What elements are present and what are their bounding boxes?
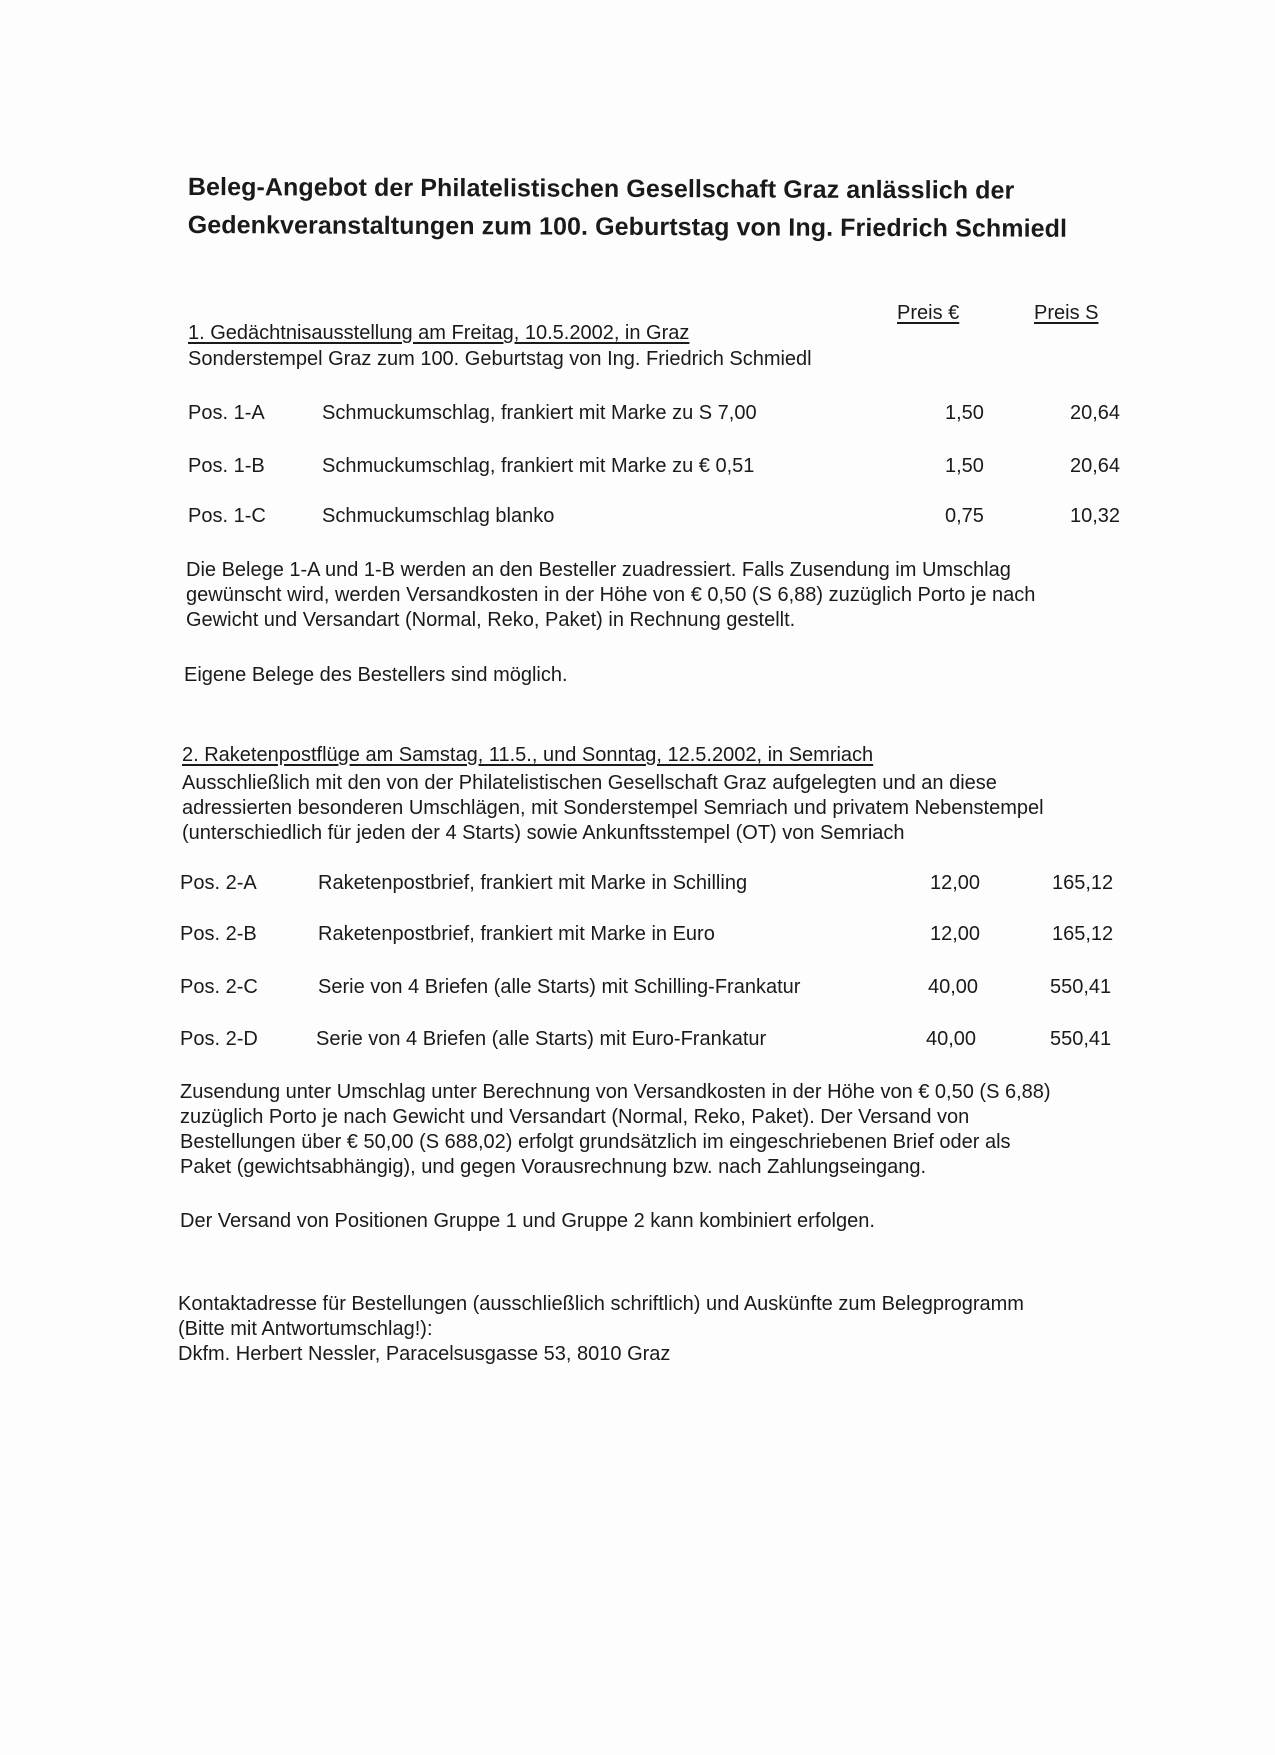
position-code: Pos. 2-D bbox=[180, 1028, 258, 1050]
contact-line: Kontaktadresse für Bestellungen (ausschließlich schriftlich) und Auskünfte zum Belegprogramm bbox=[178, 1293, 1024, 1315]
own-covers-note: Eigene Belege des Bestellers sind möglich. bbox=[184, 664, 568, 686]
price-schilling: 20,64 bbox=[1070, 455, 1121, 477]
contact-line: (Bitte mit Antwortumschlag!): bbox=[178, 1318, 433, 1340]
position-code: Pos. 2-A bbox=[180, 872, 257, 894]
table-row bbox=[0, 402, 1275, 428]
table-row bbox=[0, 1028, 1275, 1054]
price-euro: 12,00 bbox=[930, 923, 981, 945]
section-1-note bbox=[186, 558, 1035, 633]
shipping-line: Zusendung unter Umschlag unter Berechnung von Versandkosten in der Höhe von € 0,50 (S 6,88) bbox=[180, 1081, 1051, 1103]
section-1-subheading: Sonderstempel Graz zum 100. Geburtstag von Ing. Friedrich Schmiedl bbox=[188, 348, 812, 370]
position-description: Schmuckumschlag blanko bbox=[322, 505, 555, 527]
price-schilling: 550,41 bbox=[1050, 1028, 1112, 1050]
table-row bbox=[0, 976, 1275, 1002]
position-code: Pos. 1-B bbox=[188, 455, 265, 477]
note-line: Die Belege 1-A und 1-B werden an den Besteller zuadressiert. Falls Zusendung im Umschlag bbox=[186, 559, 1011, 581]
combined-shipping-note: Der Versand von Positionen Gruppe 1 und Gruppe 2 kann kombiniert erfolgen. bbox=[180, 1210, 875, 1232]
table-row bbox=[0, 923, 1275, 949]
position-code: Pos. 2-B bbox=[180, 923, 257, 945]
note-line: Gewicht und Versandart (Normal, Reko, Paket) in Rechnung gestellt. bbox=[186, 609, 796, 631]
price-euro: 0,75 bbox=[945, 505, 984, 527]
contact-address: Dkfm. Herbert Nessler, Paracelsusgasse 53, 8010 Graz bbox=[178, 1343, 671, 1365]
position-description: Raketenpostbrief, frankiert mit Marke in Euro bbox=[318, 923, 715, 945]
price-euro: 40,00 bbox=[926, 1028, 977, 1050]
shipping-note bbox=[180, 1080, 1051, 1180]
price-schilling: 165,12 bbox=[1052, 923, 1114, 945]
position-code: Pos. 2-C bbox=[180, 976, 258, 998]
price-schilling: 10,32 bbox=[1070, 505, 1121, 527]
title-line-2: Gedenkveranstaltungen zum 100. Geburtstag von Ing. Friedrich Schmiedl bbox=[187, 210, 1068, 243]
price-euro-header: Preis € bbox=[897, 302, 960, 324]
section-1-heading: 1. Gedächtnisausstellung am Freitag, 10.5.2002, in Graz bbox=[188, 322, 690, 344]
price-euro: 1,50 bbox=[945, 402, 984, 424]
table-row bbox=[0, 505, 1275, 531]
table-row bbox=[0, 455, 1275, 481]
position-description: Serie von 4 Briefen (alle Starts) mit Euro-Frankatur bbox=[316, 1028, 767, 1050]
shipping-line: zuzüglich Porto je nach Gewicht und Versandart (Normal, Reko, Paket). Der Versand von bbox=[180, 1106, 970, 1128]
section-2-heading: 2. Raketenpostflüge am Samstag, 11.5., und Sonntag, 12.5.2002, in Semriach bbox=[182, 744, 874, 766]
intro-line: Ausschließlich mit den von der Philatelistischen Gesellschaft Graz aufgelegten und an diese bbox=[182, 772, 997, 794]
contact-block bbox=[178, 1292, 1024, 1367]
position-code: Pos. 1-A bbox=[188, 402, 265, 424]
price-euro: 40,00 bbox=[928, 976, 979, 998]
position-description: Serie von 4 Briefen (alle Starts) mit Schilling-Frankatur bbox=[318, 976, 801, 998]
position-code: Pos. 1-C bbox=[188, 505, 266, 527]
intro-line: adressierten besonderen Umschlägen, mit Sonderstempel Semriach und privatem Nebenstempel bbox=[182, 797, 1044, 819]
intro-line: (unterschiedlich für jeden der 4 Starts) sowie Ankunftsstempel (OT) von Semriach bbox=[182, 822, 905, 844]
position-description: Schmuckumschlag, frankiert mit Marke zu € 0,51 bbox=[322, 455, 755, 477]
title-line-1: Beleg-Angebot der Philatelistischen Gesellschaft Graz anlässlich der bbox=[187, 172, 1015, 205]
note-line: gewünscht wird, werden Versandkosten in der Höhe von € 0,50 (S 6,88) zuzüglich Porto je nach bbox=[186, 584, 1036, 606]
price-euro: 12,00 bbox=[930, 872, 981, 894]
position-description: Raketenpostbrief, frankiert mit Marke in Schilling bbox=[318, 872, 748, 894]
price-euro: 1,50 bbox=[945, 455, 984, 477]
price-schilling: 550,41 bbox=[1050, 976, 1112, 998]
price-schilling: 165,12 bbox=[1052, 872, 1114, 894]
document-title bbox=[188, 168, 1088, 248]
section-2-intro bbox=[182, 771, 1044, 846]
table-row bbox=[0, 872, 1275, 898]
price-schilling-header: Preis S bbox=[1034, 302, 1099, 324]
shipping-line: Paket (gewichtsabhängig), und gegen Vorausrechnung bzw. nach Zahlungseingang. bbox=[180, 1156, 927, 1178]
price-schilling: 20,64 bbox=[1070, 402, 1121, 424]
position-description: Schmuckumschlag, frankiert mit Marke zu S 7,00 bbox=[322, 402, 757, 424]
shipping-line: Bestellungen über € 50,00 (S 688,02) erfolgt grundsätzlich im eingeschriebenen Brief oder als bbox=[180, 1131, 1011, 1153]
